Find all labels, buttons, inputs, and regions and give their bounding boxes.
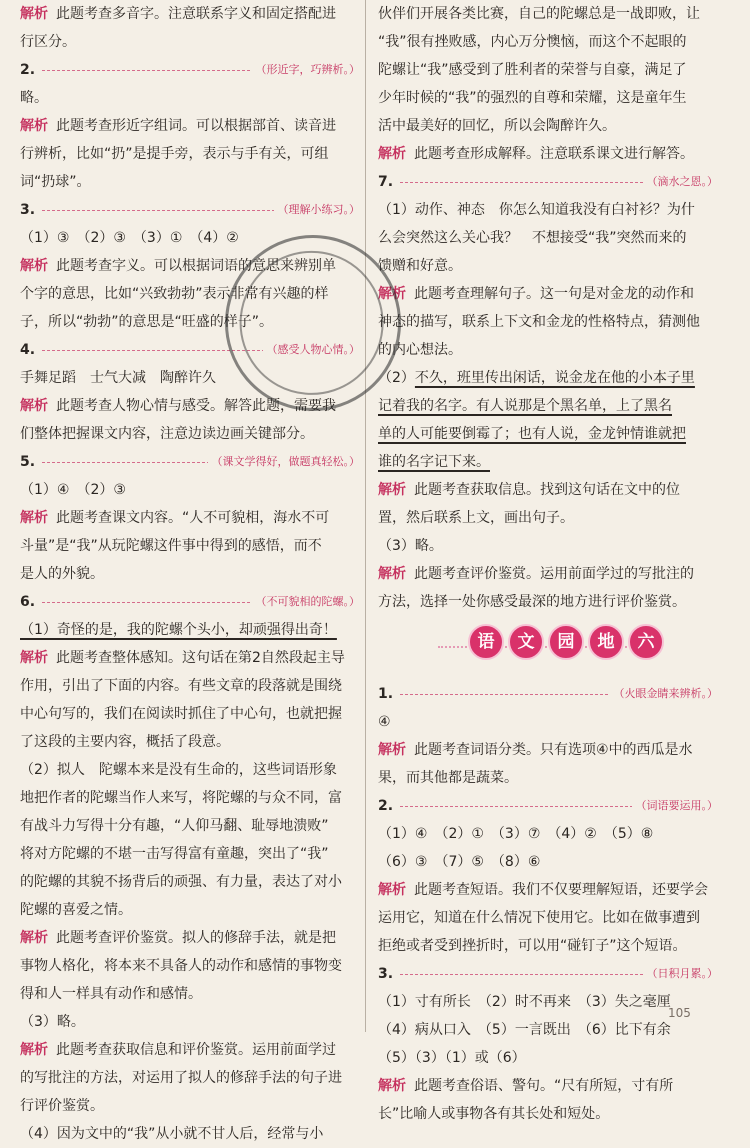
line-text: 馈赠和好意。	[378, 258, 462, 274]
text-line	[378, 0, 718, 28]
line-text: 此题考查形近字组词。可以根据部首、读音进	[56, 118, 336, 134]
line-text: 此题考查字义。可以根据词语的意思来辨别单	[56, 258, 336, 274]
line-text: 此题考查短语。我们不仅要理解短语，还要学会	[414, 882, 708, 898]
text-line	[378, 420, 718, 448]
banner-char: 语	[468, 624, 504, 660]
item-prefix: （2）	[378, 370, 415, 386]
analysis-label: 解析	[378, 146, 406, 162]
text-line	[20, 840, 360, 868]
text-line	[378, 736, 718, 764]
analysis-label: 解析	[20, 258, 48, 274]
page-number: 105	[668, 1006, 691, 1020]
underlined-text: 单的人可能要倒霉了；也有人说，金龙钟情谁就把	[378, 426, 686, 442]
question-number: 3.	[20, 202, 36, 218]
question-tag: （日积月累。）	[643, 966, 719, 982]
line-text: 有战斗力写得十分有趣，“人仰马翻、耻辱地溃败”	[20, 818, 329, 834]
text-line	[378, 84, 718, 112]
text-line	[378, 560, 718, 588]
line-text: （1）寸有所长 （2）时不再来 （3）失之毫厘	[378, 994, 671, 1010]
question-number: 7.	[378, 174, 394, 190]
text-line	[378, 1044, 718, 1072]
question-tag: （火眼金睛来辨析。）	[610, 686, 719, 702]
line-text: 此题考查评价鉴赏。运用前面学过的写批注的	[414, 566, 694, 582]
line-text: 此题考查多音字。注意联系字义和固定搭配进	[56, 6, 336, 22]
line-text: 的写批注的方法，对运用了拟人的修辞手法的句子进	[20, 1070, 342, 1086]
line-text: “我”很有挫败感，内心万分懊恼，而这个不起眼的	[378, 34, 687, 50]
line-text: 作用，引出了下面的内容。有些文章的段落就是围绕	[20, 678, 342, 694]
text-line	[378, 56, 718, 84]
line-text: 陀螺让“我”感受到了胜利者的荣誉与自豪，满足了	[378, 62, 687, 78]
line-text: （4）病从口入 （5）一言既出 （6）比下有余	[378, 1022, 671, 1038]
text-line	[378, 820, 718, 848]
text-line	[378, 448, 718, 476]
text-line	[20, 84, 360, 112]
text-line	[378, 140, 718, 168]
line-text: 神态的描写，联系上下文和金龙的性格特点，猜测他	[378, 314, 700, 330]
analysis-label: 解析	[378, 286, 406, 302]
text-line	[378, 1072, 718, 1100]
banner-char: 文	[508, 624, 544, 660]
question-header	[20, 196, 360, 224]
line-text: 斗量”是“我”从玩陀螺这件事中得到的感悟，而不	[20, 538, 322, 554]
text-line	[378, 532, 718, 560]
text-line	[378, 112, 718, 140]
line-text: （6）③ （7）⑤ （8）⑥	[378, 854, 541, 870]
text-line	[20, 812, 360, 840]
line-text: 个字的意思，比如“兴致勃勃”表示非常有兴趣的样	[20, 286, 329, 302]
line-text: 此题考查人物心情与感受。解答此题，需要我	[56, 398, 336, 414]
question-header	[20, 56, 360, 84]
text-line	[20, 952, 360, 980]
text-line	[20, 140, 360, 168]
question-number: 5.	[20, 454, 36, 470]
text-line	[20, 532, 360, 560]
text-line	[20, 980, 360, 1008]
question-tag: （理解小练习。）	[274, 202, 361, 218]
text-line	[378, 364, 718, 392]
text-line	[20, 672, 360, 700]
text-line	[20, 1092, 360, 1120]
line-text: 此题考查课文内容。“人不可貌相，海水不可	[56, 510, 330, 526]
text-line	[378, 28, 718, 56]
question-header	[378, 960, 718, 988]
question-tag: （滴水之恩。）	[643, 174, 719, 190]
text-line	[378, 504, 718, 532]
question-tag: （词语要运用。）	[632, 798, 719, 814]
text-line	[378, 1100, 718, 1128]
text-line	[20, 168, 360, 196]
question-tag: （形近字，巧辨析。）	[252, 62, 361, 78]
question-header	[378, 168, 718, 196]
text-line	[378, 988, 718, 1016]
column-divider	[365, 0, 366, 1032]
text-line	[378, 1016, 718, 1044]
question-header	[20, 448, 360, 476]
text-line	[378, 392, 718, 420]
text-line	[20, 784, 360, 812]
text-line	[378, 708, 718, 736]
line-text: 得和人一样具有动作和感情。	[20, 986, 202, 1002]
line-text: 拒绝或者受到挫折时，可以用“碰钉子”这个短语。	[378, 938, 687, 954]
text-line	[378, 280, 718, 308]
analysis-label: 解析	[378, 882, 406, 898]
line-text: 行辨析，比如“扔”是提手旁，表示与手有关，可组	[20, 146, 329, 162]
text-line	[20, 728, 360, 756]
text-line	[20, 896, 360, 924]
text-line	[20, 560, 360, 588]
line-text: 的陀螺的其貌不扬背后的顽强、有力量，表达了对小	[20, 874, 342, 890]
analysis-label: 解析	[20, 510, 48, 526]
underlined-text: 记着我的名字。有人说那是个黑名单，上了黑名	[378, 398, 672, 414]
line-text: 子，所以“勃勃”的意思是“旺盛的样子”。	[20, 314, 274, 330]
text-line	[20, 504, 360, 532]
analysis-label: 解析	[20, 930, 48, 946]
question-number: 2.	[378, 798, 394, 814]
line-text: 中心句写的，我们在阅读时抓住了中心句，也就把握	[20, 706, 342, 722]
line-text: 词“扔球”。	[20, 174, 91, 190]
text-line	[20, 476, 360, 504]
line-text: 此题考查理解句子。这一句是对金龙的动作和	[414, 286, 694, 302]
line-text: 此题考查评价鉴赏。拟人的修辞手法，就是把	[56, 930, 336, 946]
analysis-label: 解析	[20, 118, 48, 134]
analysis-label: 解析	[20, 1042, 48, 1058]
text-line	[20, 616, 360, 644]
text-line	[378, 904, 718, 932]
line-text: 行区分。	[20, 34, 76, 50]
text-line	[378, 848, 718, 876]
text-line	[20, 756, 360, 784]
question-tag: （感受人物心情。）	[263, 342, 361, 358]
underlined-text: 谁的名字记下来。	[378, 454, 490, 470]
line-text: 方法，选择一处你感受最深的地方进行评价鉴赏。	[378, 594, 686, 610]
line-text: 们整体把握课文内容，注意边读边画关键部分。	[20, 426, 314, 442]
line-text: 陀螺的喜爱之情。	[20, 902, 132, 918]
line-text: （3）略。	[378, 538, 443, 554]
underlined-text: （1）奇怪的是，我的陀螺个头小，却顽强得出奇！	[20, 622, 337, 638]
line-text: 长”比喻人或事物各有其长处和短处。	[378, 1106, 610, 1122]
line-text: （1）④ （2）① （3）⑦ （4）② （5）⑧	[378, 826, 654, 842]
question-number: 2.	[20, 62, 36, 78]
analysis-label: 解析	[20, 6, 48, 22]
line-text: 此题考查词语分类。只有选项④中的西瓜是水	[414, 742, 693, 758]
line-text: 活中最美好的回忆，所以会陶醉许久。	[378, 118, 616, 134]
line-text: 运用它，知道在什么情况下使用它。比如在做事遭到	[378, 910, 700, 926]
text-line	[378, 336, 718, 364]
line-text: （3）略。	[20, 1014, 85, 1030]
question-tag: （课文学得好，做题真轻松。）	[208, 454, 361, 470]
question-number: 1.	[378, 686, 394, 702]
left-column	[20, 0, 360, 1148]
text-line	[378, 476, 718, 504]
question-header	[20, 588, 360, 616]
text-line	[20, 112, 360, 140]
text-line	[20, 0, 360, 28]
line-text: 行评价鉴赏。	[20, 1098, 104, 1114]
text-line	[20, 700, 360, 728]
line-text: 将对方陀螺的不堪一击写得富有童趣，突出了“我”	[20, 846, 329, 862]
line-text: 伙伴们开展各类比赛，自己的陀螺总是一战即败，让	[378, 6, 700, 22]
line-text: 果，而其他都是蔬菜。	[378, 770, 518, 786]
analysis-label: 解析	[20, 650, 48, 666]
question-tag: （不可貌相的陀螺。）	[252, 594, 361, 610]
line-text: 此题考查获取信息和评价鉴赏。运用前面学过	[56, 1042, 336, 1058]
line-text: （2）拟人 陀螺本来是没有生命的，这些词语形象	[20, 762, 337, 778]
question-number: 4.	[20, 342, 36, 358]
line-text: 了这段的主要内容，概括了段意。	[20, 734, 230, 750]
right-column	[378, 0, 718, 1128]
line-text: （1）动作、神态 你怎么知道我没有白衬衫？为什	[378, 202, 695, 218]
banner-char: 地	[588, 624, 624, 660]
banner-char: 园	[548, 624, 584, 660]
text-line	[378, 308, 718, 336]
text-line	[378, 224, 718, 252]
line-text: 少年时候的“我”的强烈的自尊和荣耀，这是童年生	[378, 90, 687, 106]
line-text: 事物人格化，将本来不具备人的动作和感情的事物变	[20, 958, 342, 974]
line-text: （4）因为文中的“我”从小就不甘人后，经常与小	[20, 1126, 324, 1142]
line-text: 此题考查整体感知。这句话在第2自然段起主导	[56, 650, 345, 666]
analysis-label: 解析	[378, 1078, 406, 1094]
line-text: 的内心想法。	[378, 342, 462, 358]
line-text: 此题考查形成解释。注意联系课文进行解答。	[414, 146, 694, 162]
analysis-label: 解析	[20, 398, 48, 414]
text-line	[20, 924, 360, 952]
question-number: 6.	[20, 594, 36, 610]
line-text: 此题考查俗语、警句。“尺有所短，寸有所	[414, 1078, 674, 1094]
line-text: ④	[378, 714, 391, 730]
section-banner	[378, 616, 718, 680]
text-line	[20, 420, 360, 448]
line-text: 置，然后联系上文，画出句子。	[378, 510, 574, 526]
text-line	[378, 876, 718, 904]
text-line	[20, 1036, 360, 1064]
banner-char: 六	[628, 624, 664, 660]
line-text: 地把作者的陀螺当作人来写，将陀螺的与众不同，富	[20, 790, 342, 806]
text-line	[20, 868, 360, 896]
line-text: 么会突然这么关心我？ 不想接受“我”突然而来的	[378, 230, 687, 246]
line-text: 手舞足蹈 士气大减 陶醉许久	[20, 370, 216, 386]
text-line	[378, 196, 718, 224]
line-text: （5）（3）（1）或（6）	[378, 1050, 526, 1066]
text-line	[20, 644, 360, 672]
question-header	[378, 792, 718, 820]
text-line	[20, 1120, 360, 1148]
text-line	[378, 588, 718, 616]
text-line	[20, 28, 360, 56]
line-text: （1）③ （2）③ （3）① （4）②	[20, 230, 239, 246]
underlined-text: 不久，班里传出闲话，说金龙在他的小本子里	[414, 370, 695, 386]
question-number: 3.	[378, 966, 394, 982]
analysis-label: 解析	[378, 566, 406, 582]
question-header	[378, 680, 718, 708]
line-text: 此题考查获取信息。找到这句话在文中的位	[414, 482, 680, 498]
analysis-label: 解析	[378, 742, 406, 758]
text-line	[20, 1064, 360, 1092]
line-text: 略。	[20, 90, 48, 106]
text-line	[378, 932, 718, 960]
text-line	[378, 764, 718, 792]
text-line	[378, 252, 718, 280]
line-text: 是人的外貌。	[20, 566, 104, 582]
analysis-label: 解析	[378, 482, 406, 498]
line-text: （1）④ （2）③	[20, 482, 126, 498]
